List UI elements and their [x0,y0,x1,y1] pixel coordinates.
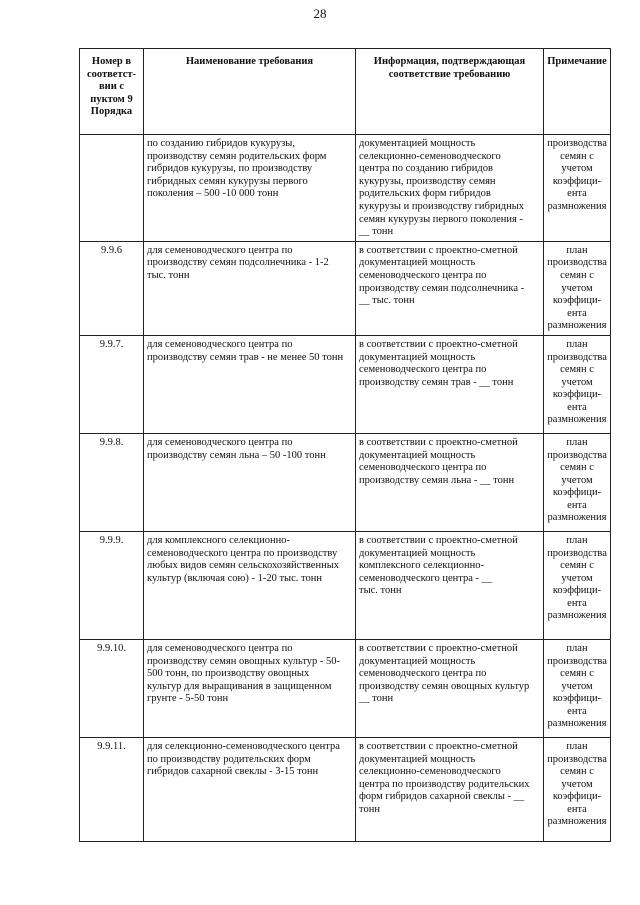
requirement-text-cell [144,639,356,737]
header-line: Порядка [90,106,133,118]
confirmation-text: документацией мощность [359,257,476,269]
requirement-text: для семеноводческого центра по [147,244,293,256]
confirmation-text: в соответствии с проектно-сметной [359,244,518,256]
confirmation-text-cell [356,531,544,639]
confirmation-text: семян кукурузы первого поколения - [359,213,523,225]
note-text: производства [547,351,607,363]
confirmation-text: центра по созданию гибридов [359,163,493,175]
confirmation-text: тонн [359,803,380,815]
row-number-cell [80,135,144,242]
requirement-text: производству семян трав - не менее 50 тонн [147,351,344,363]
requirement-text-cell [144,737,356,841]
row-number-cell [80,241,144,335]
header-line: Примечание [547,56,607,67]
table-header-row [80,49,611,135]
requirement-text: 500 тонн, по производству овощных [147,668,310,680]
header-line: соответст- [86,68,137,80]
note-text: план [566,534,588,546]
note-text: семян с [560,364,594,376]
confirmation-text: селекционно-семеноводческого [359,766,501,778]
confirmation-text: __ тыс. тонн [359,295,415,307]
confirmation-text: селекционно-семеноводческого [359,150,501,162]
header-line: соответствие требованию [388,68,511,80]
confirmation-text: в соответствии с проектно-сметной [359,338,518,350]
table-row [80,433,611,531]
note-text: план [566,740,588,752]
requirement-text: для семеноводческого центра по [147,338,293,350]
confirmation-text-cell [356,241,544,335]
requirement-text-cell [144,433,356,531]
confirmation-text: документацией мощность [359,655,476,667]
row-number-cell [80,639,144,737]
confirmation-text-cell [356,737,544,841]
note-text: ента [567,188,587,200]
header-line: пуктом 9 [90,93,133,105]
note-text: размножения [547,200,607,212]
note-text: учетом [561,778,593,790]
requirement-text-cell [144,135,356,242]
note-text-cell [544,531,611,639]
header-requirement [144,49,356,135]
note-text: план [566,642,588,654]
note-text: план [566,338,588,350]
confirmation-text: документацией мощность [359,449,476,461]
confirmation-text: документацией мощность [359,753,476,765]
note-text: план [566,436,588,448]
header-note [544,49,611,135]
note-text: размножения [547,718,607,730]
table-row [80,335,611,433]
row-number: 9.9.11. [97,740,126,752]
note-text: ента [567,803,587,815]
note-text-cell [544,135,611,242]
note-text: коэффици- [552,791,602,803]
row-number: 9.9.6 [101,244,122,256]
confirmation-text: __ тонн [359,693,394,705]
requirement-text: поколения – 500 -10 000 тонн [147,188,279,200]
confirmation-text: производству семян трав - __ тонн [359,376,514,388]
note-text: производства [547,257,607,269]
note-text-cell [544,335,611,433]
note-text: коэффици- [552,487,602,499]
header-confirmation [356,49,544,135]
note-text: ента [567,499,587,511]
confirmation-text-cell [356,335,544,433]
note-text: семян с [560,766,594,778]
requirement-text: гибридов сахарной свеклы - 3-15 тонн [147,766,319,778]
confirmation-text: семеноводческого центра по [359,364,487,376]
requirement-text: грунте - 5-50 тонн [147,693,229,705]
confirmation-text: документацией мощность [359,138,476,149]
requirement-text: производству семян овощных культур - 50- [147,655,341,667]
confirmation-text-cell [356,433,544,531]
confirmation-text: семеноводческого центра по [359,462,487,474]
row-number: 9.9.10. [97,642,126,654]
row-number-cell [80,531,144,639]
requirement-text: производству семян родительских форм [147,150,327,162]
note-text: учетом [561,680,593,692]
note-text: производства [547,753,607,765]
confirmation-text: документацией мощность [359,547,476,559]
confirmation-text: кукурузы, производству семян [359,175,496,187]
requirement-text: производству семян льна – 50 -100 тонн [147,449,326,461]
requirement-text: семеноводческого центра по производству [147,547,338,559]
note-text: учетом [561,163,593,175]
confirmation-text: производству семян подсолнечника - [359,282,525,294]
confirmation-text: семеноводческого центра по [359,668,487,680]
confirmation-text: в соответствии с проектно-сметной [359,740,518,752]
confirmation-text: комплексного селекционно- [359,560,484,572]
note-text-cell [544,433,611,531]
confirmation-text: в соответствии с проектно-сметной [359,534,518,546]
row-number-cell [80,433,144,531]
confirmation-text-cell [356,135,544,242]
requirement-text: для семеноводческого центра по [147,436,293,448]
confirmation-text: производству семян овощных культур [359,680,530,692]
note-text: ента [567,705,587,717]
note-text: учетом [561,474,593,486]
note-text-cell [544,737,611,841]
note-text: производства [547,449,607,461]
confirmation-text: форм гибридов сахарной свеклы - __ [359,791,525,803]
requirement-text: гибридов кукурузы, по производству [147,163,313,175]
table-row [80,135,611,242]
row-number-cell [80,737,144,841]
confirmation-text: центра по производству родительских [359,778,530,790]
note-text: семян с [560,668,594,680]
header-line: вии с [98,81,125,93]
note-text: ента [567,307,587,319]
requirement-text-cell [144,335,356,433]
note-text: коэффици- [552,295,602,307]
note-text-cell [544,241,611,335]
confirmation-text: документацией мощность [359,351,476,363]
note-text: размножения [547,512,607,524]
note-text: размножения [547,414,607,426]
note-text: учетом [561,572,593,584]
note-text: производства [547,655,607,667]
requirement-text: для селекционно-семеноводческого центра [147,740,340,752]
note-text: размножения [547,320,607,332]
confirmation-text: __ тонн [359,226,394,238]
note-text: производства [547,547,607,559]
page-number: 28 [313,6,327,21]
requirement-text-cell [144,241,356,335]
confirmation-text-cell [356,639,544,737]
requirement-text: гибридных семян кукурузы первого [147,175,308,187]
requirements-table [79,48,611,842]
confirmation-text: в соответствии с проектно-сметной [359,436,518,448]
note-text: учетом [561,282,593,294]
note-text: коэффици- [552,693,602,705]
header-number [80,49,144,135]
requirement-text: тыс. тонн [147,269,190,281]
note-text: коэффици- [552,175,602,187]
table-row [80,639,611,737]
requirement-text: производству семян подсолнечника - 1-2 [147,257,329,269]
note-text: семян с [560,269,594,281]
note-text: размножения [547,816,607,828]
note-text: учетом [561,376,593,388]
requirement-text-cell [144,531,356,639]
confirmation-text: тыс. тонн [359,585,402,597]
row-number-cell [80,335,144,433]
note-text: производства [547,138,607,149]
note-text-cell [544,639,611,737]
row-number: 9.9.9. [99,534,124,546]
note-text: семян с [560,150,594,162]
confirmation-text: кукурузы и производству гибридных [359,200,525,212]
header-line: Наименование требования [185,56,314,67]
confirmation-text: семеноводческого центра по [359,269,487,281]
table-row [80,531,611,639]
requirement-text: любых видов семян сельскохозяйственных [147,560,340,572]
requirement-text: по созданию гибридов кукурузы, [147,138,295,149]
note-text: семян с [560,560,594,572]
note-text: размножения [547,610,607,622]
table-row [80,241,611,335]
note-text: семян с [560,462,594,474]
header-line: Номер в [91,56,132,67]
header-line: Информация, подтверждающая [373,56,526,67]
row-number: 9.9.7. [99,338,124,350]
note-text: коэффици- [552,389,602,401]
requirement-text: для семеноводческого центра по [147,642,293,654]
row-number: 9.9.8. [99,436,124,448]
confirmation-text: родительских форм гибридов [359,188,491,200]
note-text: план [566,244,588,256]
requirement-text: по производству родительских форм [147,753,311,765]
requirement-text: культур для выращивания в защищенном [147,680,332,692]
requirement-text: для комплексного селекционно- [147,534,291,546]
requirement-text: культур (включая сою) - 1-20 тыс. тонн [147,572,322,584]
note-text: коэффици- [552,585,602,597]
confirmation-text: в соответствии с проектно-сметной [359,642,518,654]
confirmation-text: производству семян льна - __ тонн [359,474,515,486]
note-text: ента [567,401,587,413]
note-text: ента [567,597,587,609]
table-row [80,737,611,841]
confirmation-text: семеноводческого центра - __ [359,572,493,584]
